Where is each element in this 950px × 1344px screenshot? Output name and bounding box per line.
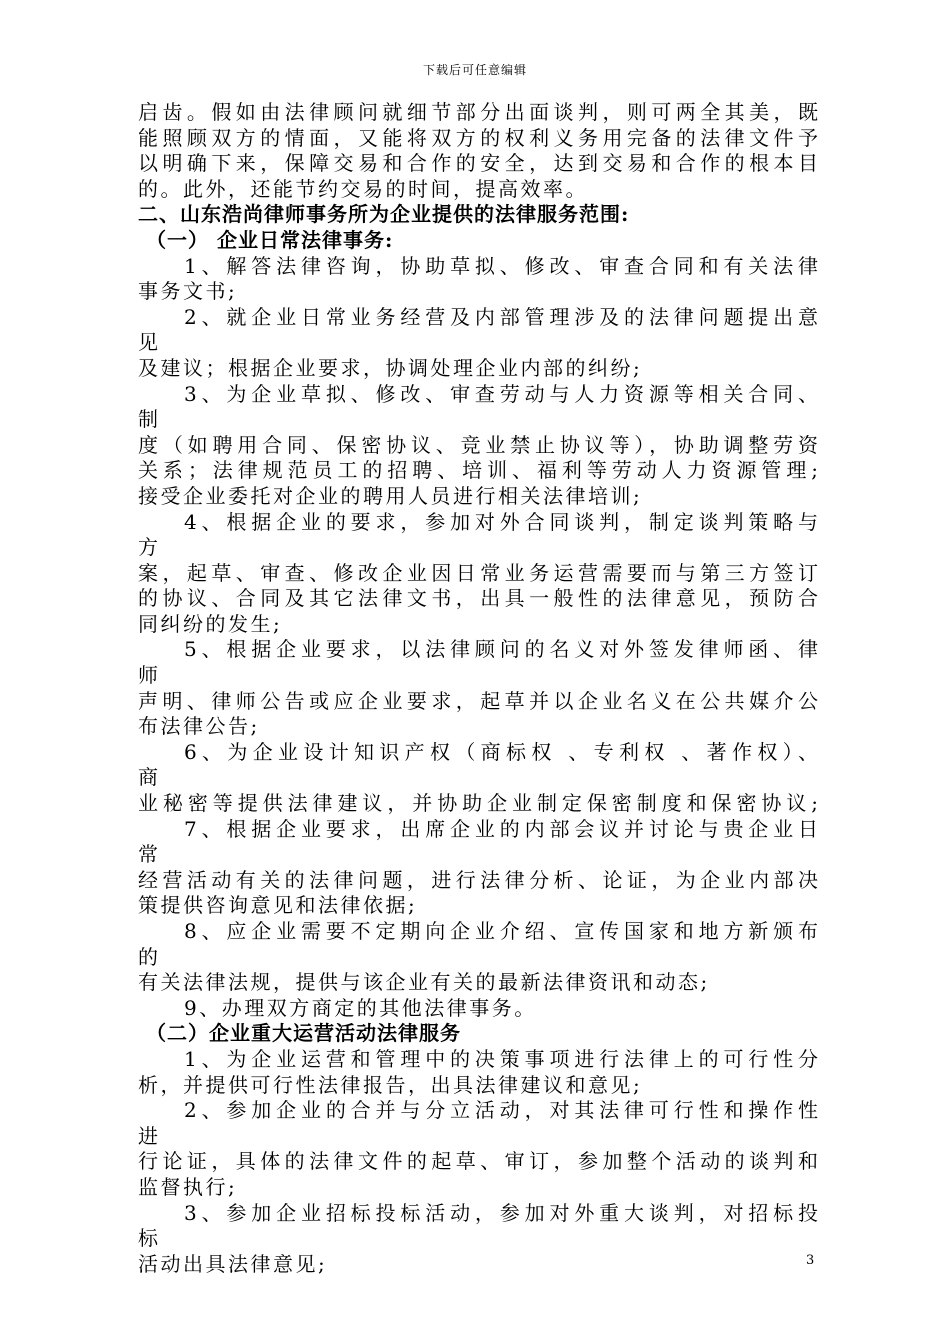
list-item-line: 制 <box>138 407 161 432</box>
list-item-line: 3、为企业草拟、修改、审查劳动与人力资源等相关合同、 <box>184 381 818 406</box>
list-item-line: 同纠纷的发生; <box>138 611 283 636</box>
list-item-line: 2、参加企业的合并与分立活动，对其法律可行性和操作性 <box>184 1098 818 1123</box>
list-item-line: 业秘密等提供法律建议，并协助企业制定保密制度和保密协议; <box>138 791 818 816</box>
list-item-line: 1、为企业运营和管理中的决策事项进行法律上的可行性分 <box>184 1046 818 1071</box>
list-item-line: 布法律公告; <box>138 714 260 739</box>
document-body <box>138 100 818 1277</box>
list-item-line: 策提供咨询意见和法律依据; <box>138 893 418 918</box>
page-number: 3 <box>806 1253 815 1268</box>
list-item-line: 商 <box>138 765 161 790</box>
list-item-line: 进 <box>138 1123 161 1148</box>
paragraph-line: 以明确下来，保障交易和合作的安全，达到交易和合作的根本目 <box>138 151 818 176</box>
list-item-line: 析，并提供可行性法律报告，出具法律建议和意见; <box>138 1072 643 1097</box>
list-item-line: 及建议；根据企业要求，协调处理企业内部的纠纷; <box>138 355 643 380</box>
list-item-line: 案，起草、审查、修改企业因日常业务运营需要而与第三方签订 <box>138 560 818 585</box>
list-item-line: 师 <box>138 663 161 688</box>
list-item-line: 标 <box>138 1226 161 1251</box>
subsection-heading: （一） 企业日常法律事务: <box>146 227 394 252</box>
list-item-line: 6、为企业设计知识产权（商标权 、专利权 、著作权）、 <box>184 739 818 764</box>
list-item-line: 1、解答法律咨询，协助草拟、修改、审查合同和有关法律 <box>184 253 818 278</box>
list-item-line: 事务文书; <box>138 279 238 304</box>
list-item-line: 监督执行; <box>138 1174 238 1199</box>
list-item-line: 9、办理双方商定的其他法律事务。 <box>184 995 537 1020</box>
list-item-line: 8、应企业需要不定期向企业介绍、宣传国家和地方新颁布 <box>184 919 818 943</box>
list-item-line: 4、根据企业的要求，参加对外合同谈判，制定谈判策略与 <box>184 509 818 534</box>
list-item-line: 经营活动有关的法律问题，进行法律分析、论证，为企业内部决 <box>138 867 818 892</box>
list-item-line: 的 <box>138 944 161 969</box>
list-item-line: 7、根据企业要求，出席企业的内部会议并讨论与贵企业日 <box>184 816 818 841</box>
list-item-line: 3、参加企业招标投标活动，参加对外重大谈判，对招标投 <box>184 1200 818 1225</box>
list-item-line: 声明、律师公告或应企业要求，起草并以企业名义在公共媒介公 <box>138 688 818 713</box>
list-item-line: 方 <box>138 535 161 560</box>
list-item-line: 行论证，具体的法律文件的起草、审订，参加整个活动的谈判和 <box>138 1149 818 1174</box>
list-item-line: 见 <box>138 330 161 355</box>
paragraph-line: 启齿。假如由法律顾问就细节部分出面谈判，则可两全其美，既 <box>138 100 818 124</box>
list-item-line: 有关法律法规，提供与该企业有关的最新法律资讯和动态; <box>138 970 710 995</box>
list-item-line: 的协议、合同及其它法律文书，出具一般性的法律意见，预防合 <box>138 586 818 611</box>
subsection-heading: （二）企业重大运营活动法律服务 <box>146 1021 461 1046</box>
list-item-line: 活动出具法律意见; <box>138 1251 328 1276</box>
list-item-line: 5、根据企业要求，以法律顾问的名义对外签发律师函、律 <box>184 637 818 662</box>
list-item-line: 接受企业委托对企业的聘用人员进行相关法律培训; <box>138 483 643 508</box>
section-heading: 二、山东浩尚律师事务所为企业提供的法律服务范围: <box>138 202 630 227</box>
list-item-line: 常 <box>138 842 161 867</box>
page-header-note: 下载后可任意编辑 <box>422 63 527 77</box>
list-item-line: 2、就企业日常业务经营及内部管理涉及的法律问题提出意 <box>184 304 818 329</box>
list-item-line: 度（如聘用合同、保密协议、竞业禁止协议等），协助调整劳资 <box>138 432 818 457</box>
paragraph-line: 的。此外，还能节约交易的时间，提高效率。 <box>138 176 588 201</box>
list-item-line: 关系；法律规范员工的招聘、培训、福利等劳动人力资源管理; <box>138 458 818 483</box>
paragraph-line: 能照顾双方的情面，又能将双方的权利义务用完备的法律文件予 <box>138 125 818 150</box>
